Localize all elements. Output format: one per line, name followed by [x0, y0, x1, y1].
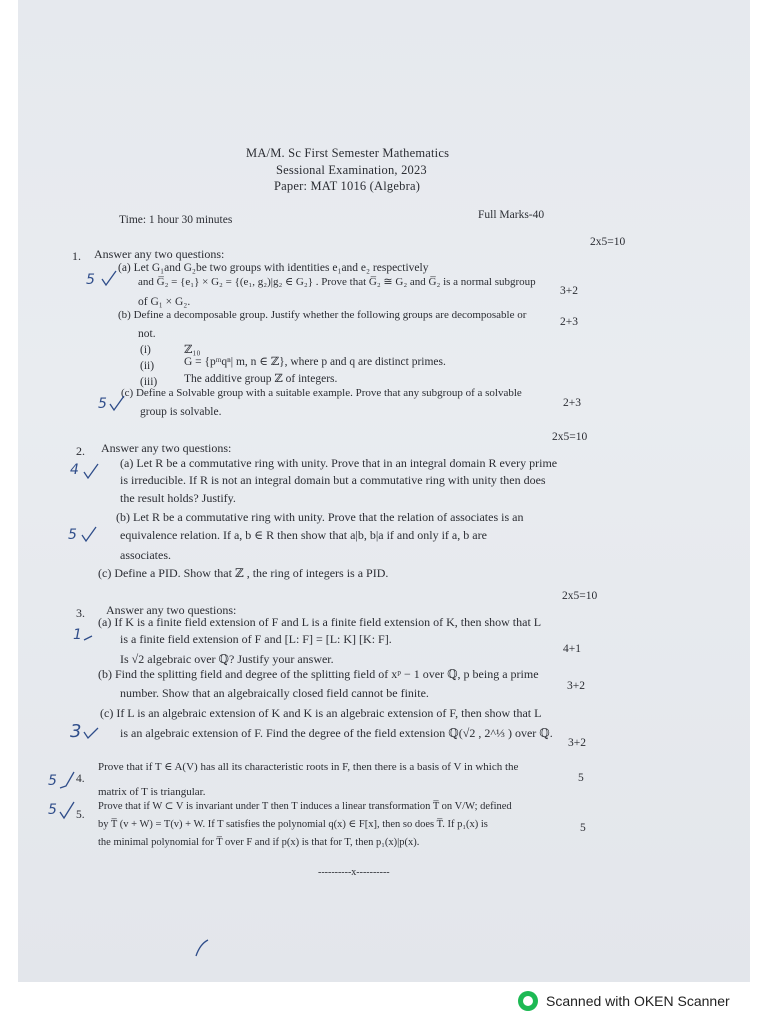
q2c-line1: (c) Define a PID. Show that ℤ , the ring of integers is a PID. [98, 566, 389, 580]
grade-mark-q3a: 1 [73, 627, 82, 643]
grade-mark-q1a: 5 [86, 272, 95, 288]
q5-marks: 5 [580, 822, 586, 834]
q5-line2: by T̅ (v + W) = T(v) + W. If T satisfies the polynomial q(x) ∈ F[x], then so does T̅. If p₁(x) is [98, 819, 488, 830]
grade-mark-q2a: 4 [70, 462, 79, 478]
tick-q2b [82, 527, 96, 541]
q1a-line2: and G̅₂ = {e₁} × G₂ = {(e₁, g₂)|g₂ ∈ G₂} . Prove that G̅₂ ≅ G₂ and G̅₂ is a normal subgroup [138, 276, 536, 288]
q5-line1: Prove that if W ⊂ V is invariant under T then T induces a linear transformation T̅ on V/W; defined [98, 801, 512, 812]
q3-heading: Answer any two questions: [106, 603, 237, 617]
q4-line1: Prove that if T ∈ A(V) has all its characteristic roots in F, then there is a basis of V in which the [98, 761, 519, 773]
q3a-line1: (a) If K is a finite field extension of F and L is a finite field extension of K, then show that L [98, 615, 542, 629]
q5-number: 5. [76, 809, 85, 821]
q3b-line2: number. Show that an algebraically closed field cannot be finite. [120, 686, 429, 700]
q1b-line2: not. [138, 328, 156, 340]
grade-mark-q5: 5 [48, 802, 57, 818]
q1a-marks: 3+2 [560, 285, 578, 297]
paper-code: Paper: MAT 1016 (Algebra) [274, 179, 421, 193]
q1b-ii-number: (ii) [140, 360, 155, 372]
tick-q1c [110, 396, 124, 410]
q1-marks: 2x5=10 [590, 236, 626, 248]
q1-heading: Answer any two questions: [94, 247, 225, 261]
q1-number: 1. [72, 249, 81, 263]
scanner-text: Scanned with OKEN Scanner [546, 993, 730, 1009]
q2-marks: 2x5=10 [552, 431, 588, 443]
q4-line2: matrix of T is triangular. [98, 786, 206, 798]
pen-stray-mark [196, 940, 208, 956]
tick-q3c [84, 728, 98, 738]
tick-q1a [102, 271, 116, 285]
q1c-line1: (c) Define a Solvable group with a suitable example. Prove that any subgroup of a solvable [121, 387, 522, 399]
q5-line3: the minimal polynomial for T̅ over F and if p(x) is that for T, then p₁(x)|p(x). [98, 837, 420, 848]
q4-number: 4. [76, 773, 85, 785]
scanner-watermark [518, 990, 730, 1012]
end-of-paper-marker: ----------x---------- [318, 867, 390, 878]
q1c-marks: 2+3 [563, 397, 581, 409]
q3a-marks: 4+1 [563, 643, 581, 655]
q1b-ii: G = {pᵐqⁿ| m, n ∈ ℤ}, where p and q are distinct primes. [184, 356, 446, 368]
q1c-line2: group is solvable. [140, 406, 222, 418]
q1a-line3: of G₁ × G₂. [138, 296, 191, 308]
q3c-line2: is an algebraic extension of F. Find the degree of the field extension ℚ(√2 , 2^⅓ ) over ℚ. [120, 726, 553, 740]
q3a-line3: Is √2 algebraic over ℚ? Justify your answer. [120, 652, 334, 666]
q1b-iii-number: (iii) [140, 376, 158, 388]
full-marks: Full Marks-40 [478, 209, 545, 221]
exam-paper [18, 0, 750, 982]
q3a-line2: is a finite field extension of F and [L: F] = [L: K] [K: F]. [120, 632, 392, 646]
q2b-line1: (b) Let R be a commutative ring with unity. Prove that the relation of associates is an [116, 510, 524, 524]
q2-number: 2. [76, 444, 85, 458]
q2b-line3: associates. [120, 548, 171, 562]
q3c-marks: 3+2 [568, 737, 586, 749]
exam-time: Time: 1 hour 30 minutes [119, 214, 233, 226]
q3b-marks: 3+2 [567, 680, 585, 692]
tick-q2a [84, 464, 98, 478]
q1b-i: ℤ₁₀ [184, 344, 201, 356]
tick-q4 [60, 772, 74, 788]
exam-subtitle: Sessional Examination, 2023 [276, 163, 427, 177]
q3-marks: 2x5=10 [562, 590, 598, 602]
grade-mark-q2b: 5 [68, 527, 77, 543]
q1b-marks: 2+3 [560, 316, 578, 328]
tick-q5 [60, 802, 74, 818]
exam-title: MA/M. Sc First Semester Mathematics [246, 146, 450, 160]
q2a-line3: the result holds? Justify. [120, 491, 236, 505]
q3c-line1: (c) If L is an algebraic extension of K and K is an algebraic extension of F, then show that L [100, 706, 542, 720]
q2-heading: Answer any two questions: [101, 441, 232, 455]
pen-tick-marks [18, 0, 750, 982]
q4-marks: 5 [578, 772, 584, 784]
grade-mark-q1c: 5 [98, 396, 107, 412]
q2a-line1: (a) Let R be a commutative ring with unity. Prove that in an integral domain R every prime [120, 456, 558, 470]
q3b-line1: (b) Find the splitting field and degree of the splitting field of xᵖ − 1 over ℚ, p being a prime [98, 667, 539, 681]
grade-mark-q4: 5 [48, 773, 57, 789]
q3-number: 3. [76, 606, 85, 620]
q1b-iii: The additive group ℤ of integers. [184, 373, 338, 385]
q2a-line2: is irreducible. If R is not an integral domain but a commutative ring with unity then does [120, 473, 546, 487]
q1b-i-number: (i) [140, 344, 151, 356]
grade-mark-q3c: 3 [70, 721, 82, 742]
q2b-line2: equivalence relation. If a, b ∈ R then show that a|b, b|a if and only if a, b are [120, 528, 487, 542]
oken-scanner-logo-icon [518, 991, 538, 1011]
tick-q3a [84, 636, 92, 640]
q1a-line1: (a) Let G₁and G₂be two groups with identities e₁and e₂ respectively [118, 262, 429, 274]
q1b-line1: (b) Define a decomposable group. Justify whether the following groups are decomposable or [118, 309, 527, 321]
